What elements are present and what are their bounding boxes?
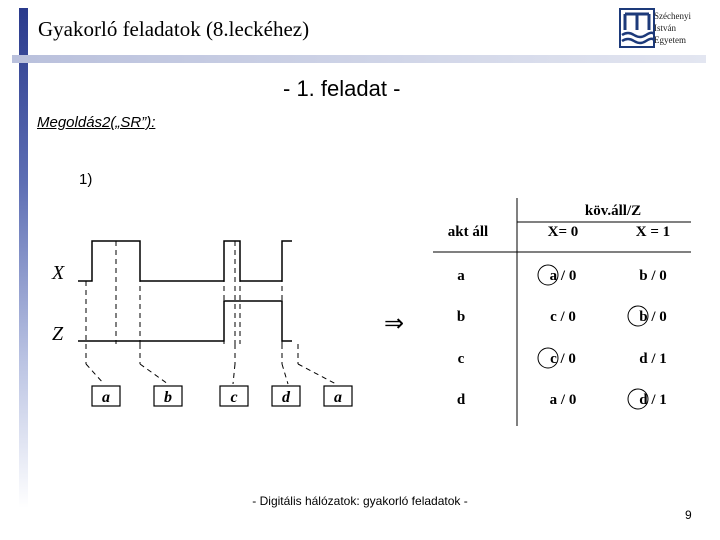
table-cell: b / 0 [639, 309, 667, 325]
table-col-header: X = 1 [635, 224, 671, 240]
left-accent-bar [19, 8, 28, 508]
state-box-label: c [230, 389, 238, 406]
table-cell: a / 0 [549, 392, 577, 408]
table-cell: a / 0 [549, 268, 577, 284]
table-cell-state: d [456, 392, 466, 408]
state-table [433, 198, 691, 426]
table-cell-state: c [457, 351, 465, 367]
logo-line: Egyetem [654, 35, 686, 45]
step-label: 1) [79, 171, 93, 188]
logo-line: Széchenyi [654, 11, 691, 21]
task-heading: - 1. feladat - [283, 76, 401, 101]
state-box-label: d [282, 389, 290, 406]
table-cell: d / 1 [639, 392, 667, 408]
slide-title: Gyakorló feladatok (8.leckéhez) [38, 17, 310, 41]
university-name [654, 10, 691, 46]
table-group-header: köv.áll/Z [584, 203, 642, 219]
university-logo-icon [619, 8, 655, 48]
header-divider [12, 55, 706, 63]
logo-line: István [654, 23, 676, 33]
table-cell-state: b [456, 309, 466, 325]
signal-label-x: X [52, 262, 65, 284]
table-cell: b / 0 [639, 268, 667, 284]
table-col-header: X= 0 [547, 224, 579, 240]
table-cell: c / 0 [550, 309, 576, 325]
solution-label: Megoldás2(„SR”): [37, 114, 156, 131]
x-waveform [78, 241, 292, 281]
state-box-label: b [164, 389, 172, 406]
state-box-label: a [334, 389, 342, 406]
table-col-header: akt áll [447, 224, 489, 240]
footer-text: - Digitális hálózatok: gyakorló feladatok - [252, 494, 468, 508]
signal-label-z: Z [52, 323, 64, 345]
table-cell-state: a [457, 268, 465, 284]
table-cell: d / 1 [639, 351, 667, 367]
table-cell: c / 0 [550, 351, 576, 367]
state-box-label: a [102, 389, 110, 406]
timing-diagram [48, 224, 358, 414]
page-number: 9 [685, 508, 692, 522]
z-waveform [78, 301, 292, 341]
implies-arrow: ⇒ [384, 310, 405, 337]
